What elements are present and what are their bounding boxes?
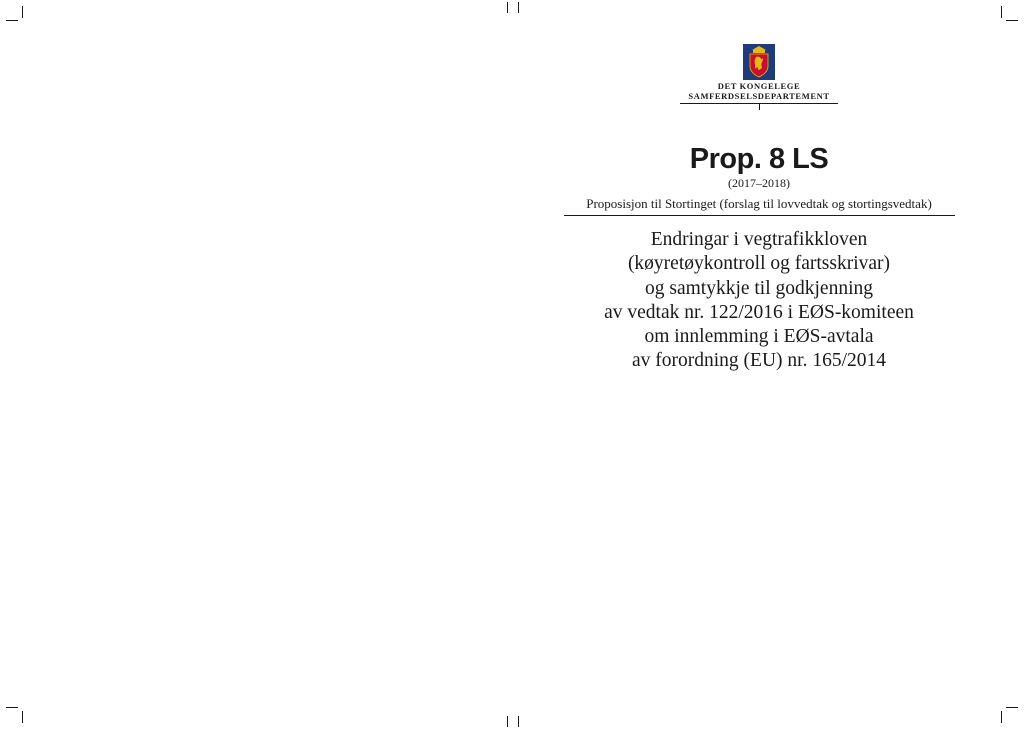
heading-line: Endringar i vegtrafikkloven <box>650 229 868 250</box>
ministry-name-line2: SAMFERDSELSDEPARTEMENT <box>688 91 830 101</box>
heading-line: (køyretøykontroll og fartsskrivar) <box>627 253 891 275</box>
heading-line: av forordning (EU) nr. 165/2014 <box>632 350 886 372</box>
document-title: Prop. 8 LS <box>689 143 829 175</box>
title-divider <box>564 215 955 216</box>
heading-line: og samtykkje til godkjenning <box>644 277 874 299</box>
ministry-tick <box>759 104 760 110</box>
ministry-name-line1: DET KONGELEGE <box>717 81 801 91</box>
session-years: (2017–2018) <box>728 176 790 190</box>
proposition-heading <box>564 228 954 374</box>
heading-line: om innlemming i EØS-avtala <box>644 326 874 348</box>
document-subtitle: Proposisjon til Stortinget (forslag til lovvedtak og stortingsvedtak) <box>586 196 932 211</box>
coat-of-arms-icon <box>743 44 775 80</box>
ministry-logo <box>678 44 840 110</box>
heading-line: av vedtak nr. 122/2016 i EØS-komiteen <box>604 301 914 323</box>
